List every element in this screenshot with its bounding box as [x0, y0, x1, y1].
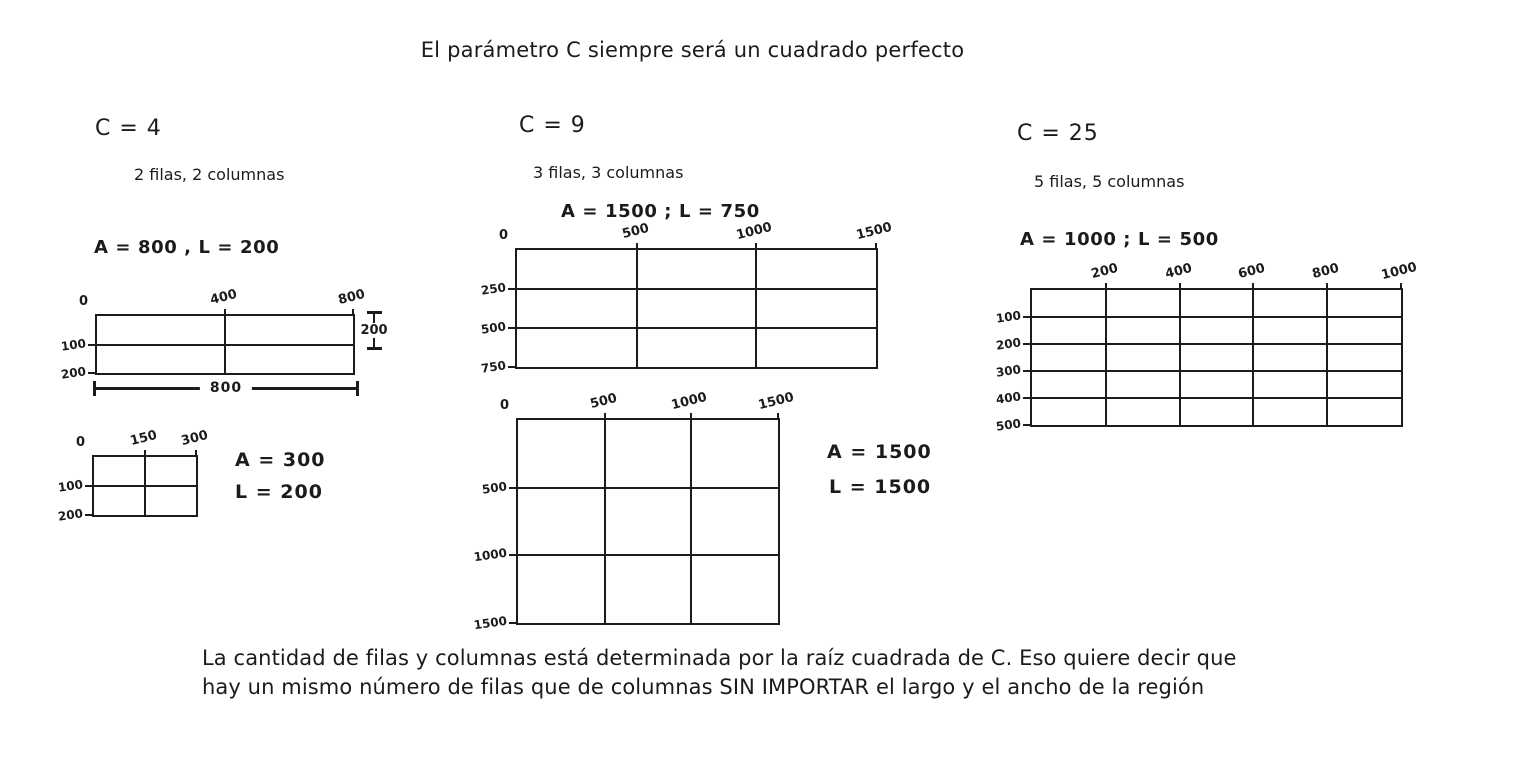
c25-params-label: A = 1000 ; L = 500 — [1020, 229, 1219, 250]
x-tick-mark — [1179, 283, 1181, 290]
grid-vertical-line — [1326, 290, 1328, 425]
grid-horizontal-line — [1032, 370, 1401, 372]
x-tick-mark — [1252, 283, 1254, 290]
y-tick-label: 500 — [995, 416, 1022, 434]
grid-horizontal-line — [97, 344, 353, 346]
x-tick-mark — [1326, 283, 1328, 290]
c9-rows-cols-label: 3 filas, 3 columnas — [533, 163, 684, 182]
y-tick-label: 100 — [995, 308, 1022, 326]
origin-tick-label: 0 — [79, 294, 89, 309]
grid-horizontal-line — [517, 327, 876, 329]
y-tick-label: 200 — [60, 364, 87, 382]
y-tick-mark — [508, 366, 515, 368]
y-tick-mark — [1023, 316, 1030, 318]
grid-horizontal-line — [94, 485, 196, 487]
origin-tick-label: 0 — [500, 398, 510, 413]
y-tick-mark — [88, 372, 95, 374]
c4-rows-cols-label: 2 filas, 2 columnas — [134, 165, 285, 184]
y-tick-mark — [85, 514, 92, 516]
c4-small-length-label: L = 200 — [235, 481, 323, 503]
x-tick-mark — [690, 413, 692, 420]
x-tick-mark — [144, 450, 146, 457]
c4-grid-large — [60, 286, 367, 382]
y-tick-label: 200 — [995, 335, 1022, 353]
y-tick-mark — [88, 344, 95, 346]
c4-small-area-label: A = 300 — [235, 449, 326, 471]
grid-vertical-line — [636, 250, 638, 367]
page-title: El parámetro C siempre será un cuadrado perfecto — [420, 38, 965, 62]
grid-vertical-line — [690, 420, 692, 623]
c4-params-label: A = 800 , L = 200 — [94, 237, 280, 258]
x-tick-mark — [195, 450, 197, 457]
width-dimension-value: 800 — [200, 380, 252, 396]
x-tick-mark — [875, 243, 877, 250]
grid-vertical-line — [1252, 290, 1254, 425]
x-tick-mark — [224, 309, 226, 316]
c9-grid-wide — [480, 219, 894, 376]
dimension-cap-bottom — [367, 339, 382, 350]
grid-vertical-line — [755, 250, 757, 367]
x-tick-label: 150 — [128, 427, 159, 450]
x-tick-label: 500 — [620, 220, 651, 243]
x-tick-mark — [352, 309, 354, 316]
x-tick-label: 200 — [1089, 260, 1120, 283]
y-tick-label: 500 — [481, 478, 508, 497]
x-tick-label: 800 — [336, 286, 367, 309]
y-tick-mark — [1023, 343, 1030, 345]
y-tick-label: 100 — [60, 335, 87, 354]
grid-horizontal-line — [1032, 343, 1401, 345]
y-tick-mark — [85, 485, 92, 487]
c4-height-dimension — [360, 311, 388, 379]
c9-grid-square — [472, 389, 796, 633]
y-tick-label: 250 — [480, 280, 507, 298]
grid-horizontal-line — [518, 554, 778, 556]
c4-grid-small — [57, 427, 210, 524]
origin-tick-label: 0 — [499, 228, 509, 243]
x-tick-mark — [604, 413, 606, 420]
grid-horizontal-line — [517, 288, 876, 290]
grid-horizontal-line — [1032, 397, 1401, 399]
y-tick-label: 400 — [995, 389, 1022, 407]
x-tick-label: 1500 — [854, 219, 894, 244]
x-tick-label: 300 — [179, 427, 210, 450]
y-tick-mark — [1023, 424, 1030, 426]
y-tick-mark — [509, 487, 516, 489]
c9-params-label: A = 1500 ; L = 750 — [561, 201, 760, 222]
y-tick-mark — [1023, 370, 1030, 372]
y-tick-label: 500 — [480, 319, 507, 337]
x-tick-mark — [1400, 283, 1402, 290]
dimension-cap-top — [367, 311, 382, 322]
c25-label: C = 25 — [1017, 121, 1099, 146]
footer-note — [202, 644, 1237, 702]
y-tick-mark — [508, 327, 515, 329]
y-tick-label: 300 — [995, 362, 1022, 380]
grid-vertical-line — [604, 420, 606, 623]
footer-note-line1: La cantidad de filas y columnas está determinada por la raíz cuadrada de C. Eso quiere decir que — [202, 646, 1237, 670]
y-tick-mark — [509, 622, 516, 624]
y-tick-mark — [1023, 397, 1030, 399]
y-tick-label: 750 — [480, 358, 507, 376]
x-tick-label: 500 — [588, 390, 619, 413]
x-tick-mark — [777, 413, 779, 420]
grid-vertical-line — [1105, 290, 1107, 425]
y-tick-label: 1000 — [472, 546, 508, 565]
c4-label: C = 4 — [95, 116, 162, 141]
origin-tick-label: 0 — [76, 435, 86, 450]
x-tick-mark — [1105, 283, 1107, 290]
grid-vertical-line — [1179, 290, 1181, 425]
c25-rows-cols-label: 5 filas, 5 columnas — [1034, 172, 1185, 191]
height-dimension-value: 200 — [360, 323, 388, 338]
c25-grid — [995, 259, 1419, 434]
x-tick-label: 1000 — [670, 389, 709, 414]
x-tick-label: 1000 — [735, 219, 774, 244]
x-tick-mark — [636, 243, 638, 250]
y-tick-label: 1500 — [472, 613, 508, 633]
x-tick-label: 600 — [1237, 260, 1268, 283]
y-tick-mark — [509, 554, 516, 556]
x-tick-mark — [755, 243, 757, 250]
c9-square-length-label: L = 1500 — [829, 476, 932, 498]
c9-square-area-label: A = 1500 — [827, 441, 932, 463]
grid-horizontal-line — [1032, 316, 1401, 318]
c4-width-dimension — [93, 380, 359, 398]
x-tick-label: 800 — [1310, 260, 1341, 283]
x-tick-label: 400 — [208, 286, 239, 309]
y-tick-mark — [508, 288, 515, 290]
footer-note-line2: hay un mismo número de filas que de columnas SIN IMPORTAR el largo y el ancho de la región — [202, 675, 1205, 699]
x-tick-label: 400 — [1163, 260, 1194, 283]
x-tick-label: 1500 — [756, 389, 796, 414]
c9-label: C = 9 — [519, 113, 586, 138]
y-tick-label: 100 — [57, 477, 84, 495]
x-tick-label: 1000 — [1379, 259, 1419, 284]
y-tick-label: 200 — [57, 506, 84, 524]
grid-horizontal-line — [518, 487, 778, 489]
